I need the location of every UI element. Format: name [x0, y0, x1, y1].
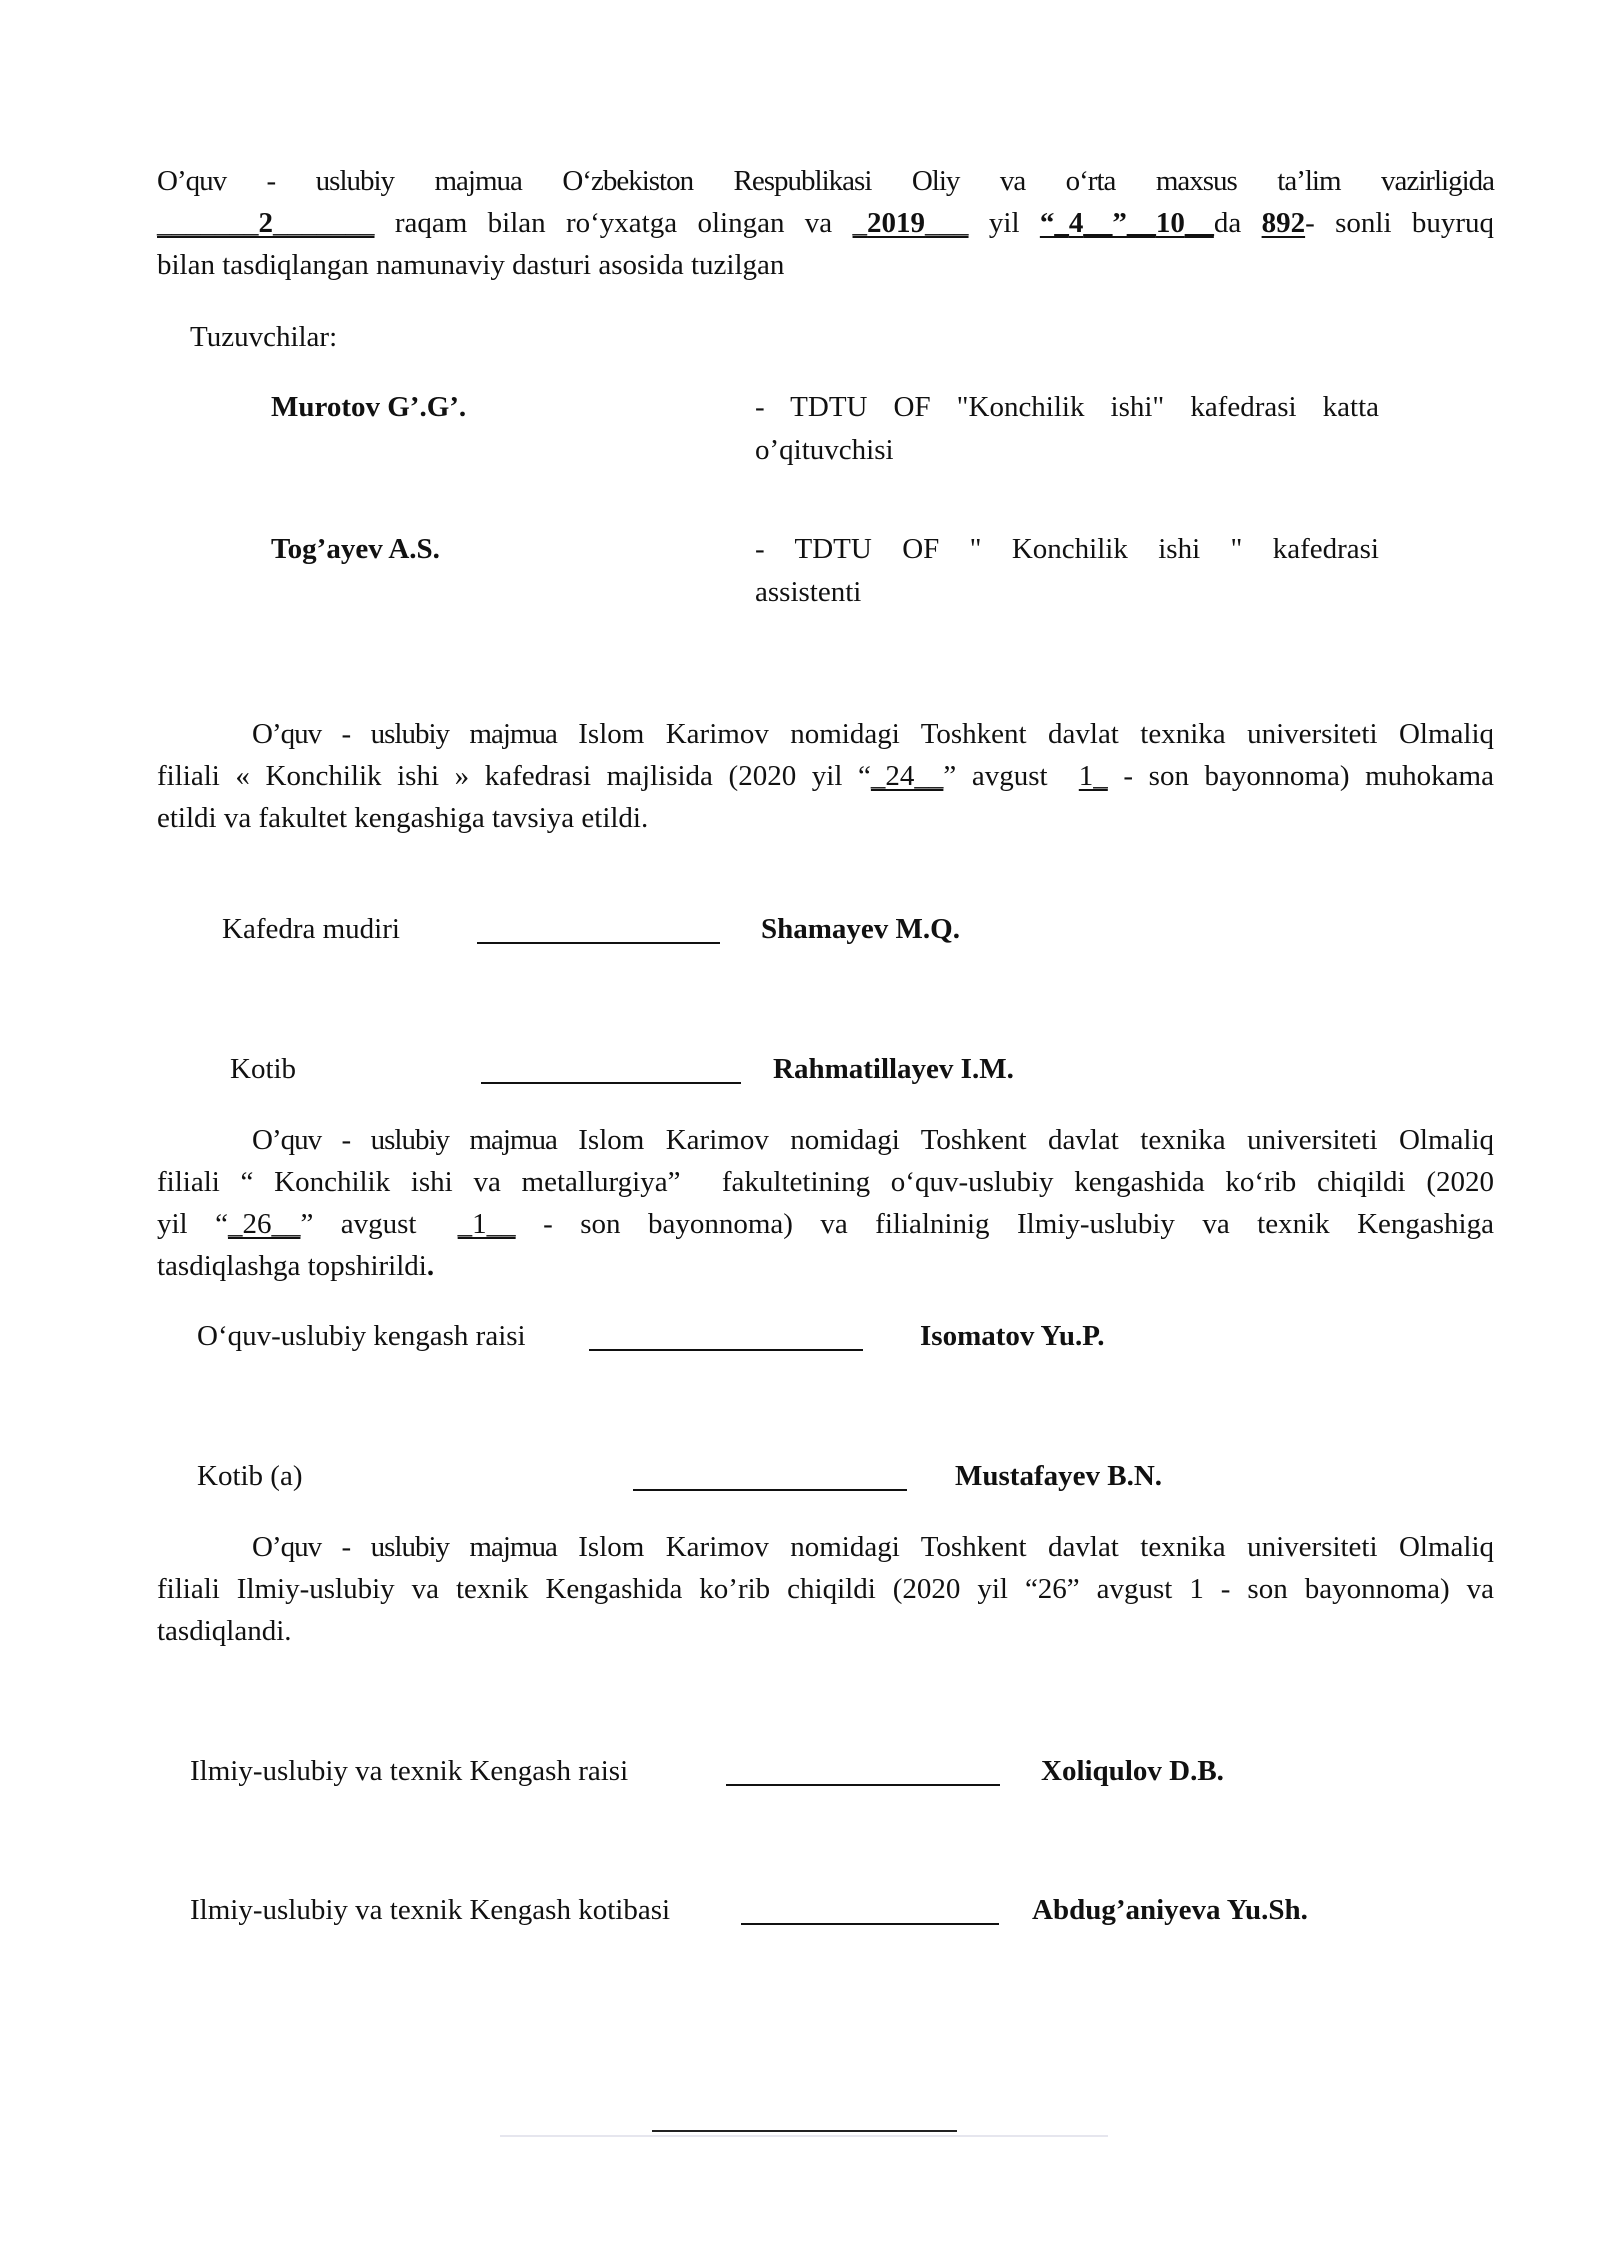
council-secretary-name: Abdug’aniyeva Yu.Sh. [1032, 1894, 1308, 1926]
date-open: “_ [1039, 207, 1069, 239]
faculty-lead: O’quv - uslubiy majmua [252, 1124, 557, 1156]
dept-line-1-rest: Islom Karimov nomidagi Toshkent davlat texnika universiteti Olmaliq [556, 718, 1495, 750]
council-lead: O’quv - uslubiy majmua [252, 1531, 557, 1563]
faculty-protocol-number: _1__ [457, 1208, 516, 1240]
dept-head-signature-line [477, 942, 720, 944]
dept-line-2-c: - son bayonnoma) muhokama [1107, 760, 1494, 792]
faculty-chair-name: Isomatov Yu.P. [920, 1320, 1105, 1352]
intro-text-d: - sonli buyruq [1305, 207, 1495, 239]
reg-blank-pre: _______ [157, 207, 259, 239]
faculty-chair-title: O‘quv-uslubiy kengash raisi [197, 1320, 526, 1352]
council-line-1 [252, 1526, 1494, 1569]
author-role-2-line-1: - TDTU OF " Konchilik ishi " kafedrasi [755, 533, 1379, 565]
dept-lead: O’quv - uslubiy majmua [252, 718, 557, 750]
approval-year: 2019 [867, 207, 926, 239]
dept-secretary-title: Kotib [230, 1053, 297, 1085]
faculty-line-3-b: ” avgust [300, 1208, 458, 1240]
faculty-line-4-b: . [426, 1250, 435, 1282]
author-role-1-line-2: o’qituvchisi [755, 433, 894, 466]
dept-meeting-day: _24__ [870, 760, 944, 792]
council-secretary-signature-line [741, 1923, 999, 1925]
dept-line-3: etildi va fakultet kengashiga tavsiya etildi. [157, 802, 649, 834]
intro-line-1 [157, 160, 1494, 203]
dept-line-1 [252, 713, 1494, 756]
author-role-2 [755, 528, 1379, 613]
dept-protocol-number: 1_ [1078, 760, 1108, 792]
faculty-line-2-text: filiali “ Konchilik ishi va metallurgiya” fakultetining o‘quv-uslubiy kengashida ko‘rib chiqildi (2020 [157, 1166, 1494, 1198]
reg-blank-post: _______ [273, 207, 375, 239]
dept-secretary-name: Rahmatillayev I.M. [773, 1053, 1014, 1085]
intro-line-1-text: O’quv - uslubiy majmua O‘zbekiston Respublikasi Oliy va o‘rta maxsus ta’lim vazirligida [157, 165, 1494, 197]
intro-line-3: bilan tasdiqlangan namunaviy dasturi asosida tuzilgan [157, 249, 785, 281]
faculty-line-4-a: tasdiqlashga topshirildi [157, 1250, 427, 1282]
author-role-1 [755, 386, 1379, 471]
dept-head-title: Kafedra mudiri [222, 913, 400, 945]
dept-head-name: Shamayev M.Q. [761, 913, 960, 945]
intro-text-a: raqam bilan ro‘yxatga olingan va [374, 207, 853, 239]
date-close: __ [1184, 207, 1214, 239]
dept-line-2-a: filiali « Konchilik ishi » kafedrasi majlisida (2020 yil “ [157, 760, 871, 792]
council-line-2-text: filiali Ilmiy-uslubiy va texnik Kengashida ko’rib chiqildi (2020 yil “26” avgust 1 - son bayonnoma) va [157, 1573, 1494, 1605]
year-blank-pre: _ [852, 207, 868, 239]
council-chair-title: Ilmiy-uslubiy va texnik Kengash raisi [190, 1755, 629, 1787]
author-name-2: Tog’ayev A.S. [271, 533, 440, 565]
author-name-1: Murotov G’.G’. [271, 391, 467, 423]
faculty-line-1 [252, 1119, 1494, 1162]
faculty-line-3-a: yil “ [157, 1208, 228, 1240]
intro-line-2 [157, 202, 1494, 245]
date-mid: __”__ [1083, 207, 1156, 239]
dept-line-2 [157, 755, 1494, 798]
intro-text-c: da [1213, 207, 1262, 239]
faculty-meeting-day: _26__ [227, 1208, 301, 1240]
footer-line [652, 2130, 957, 2132]
author-role-1-line-1: - TDTU OF "Konchilik ishi" kafedrasi katta [755, 391, 1379, 423]
intro-text-b: yil [968, 207, 1040, 239]
authors-heading: Tuzuvchilar: [190, 321, 338, 353]
faculty-secretary-name: Mustafayev B.N. [955, 1460, 1163, 1492]
faculty-line-1-rest: Islom Karimov nomidagi Toshkent davlat texnika universiteti Olmaliq [556, 1124, 1495, 1156]
faculty-line-2 [157, 1161, 1494, 1204]
approval-month: 10 [1155, 207, 1185, 239]
faculty-line-3 [157, 1203, 1494, 1246]
faculty-line-4 [157, 1245, 434, 1288]
faculty-chair-signature-line [589, 1349, 863, 1351]
approval-day: 4 [1068, 207, 1084, 239]
order-number: 892 [1261, 207, 1306, 239]
faculty-secretary-signature-line [633, 1489, 907, 1491]
footer-faint-rule [500, 2135, 1108, 2137]
year-blank-post: ___ [925, 207, 969, 239]
council-line-3: tasdiqlandi. [157, 1615, 292, 1647]
author-role-2-line-2: assistenti [755, 575, 862, 608]
dept-line-2-b: ” avgust [943, 760, 1079, 792]
council-line-1-rest: Islom Karimov nomidagi Toshkent davlat texnika universiteti Olmaliq [556, 1531, 1495, 1563]
faculty-line-3-c: - son bayonnoma) va filialninig Ilmiy-uslubiy va texnik Kengashiga [515, 1208, 1494, 1240]
registration-number: 2 [258, 207, 273, 239]
dept-secretary-signature-line [481, 1082, 741, 1084]
council-chair-signature-line [726, 1784, 1000, 1786]
council-line-2 [157, 1568, 1494, 1611]
faculty-secretary-title: Kotib (a) [197, 1460, 303, 1492]
council-chair-name: Xoliqulov D.B. [1041, 1755, 1224, 1787]
council-secretary-title: Ilmiy-uslubiy va texnik Kengash kotibasi [190, 1894, 671, 1926]
